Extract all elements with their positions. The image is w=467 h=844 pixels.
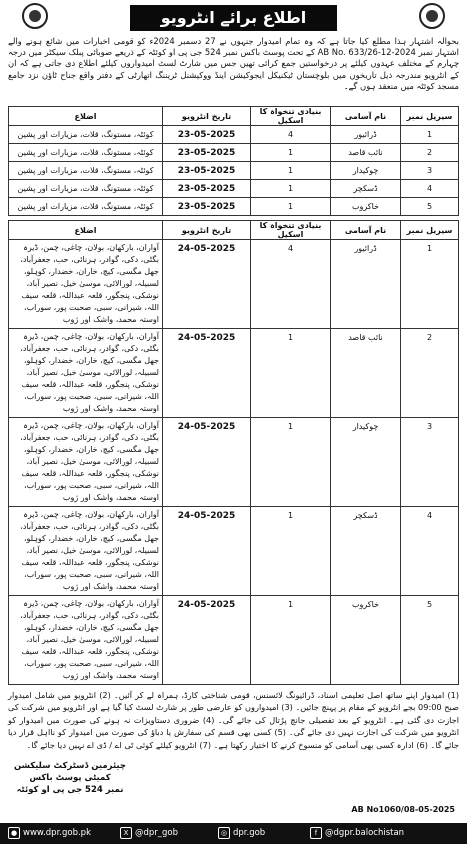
serial-cell: 5 bbox=[401, 596, 459, 685]
signature-block bbox=[10, 760, 130, 796]
bps-cell: 1 bbox=[251, 507, 331, 596]
serial-cell: 1 bbox=[401, 126, 459, 144]
table-row bbox=[9, 418, 459, 507]
serial-cell: 3 bbox=[401, 418, 459, 507]
serial-cell: 4 bbox=[401, 507, 459, 596]
table-header-row bbox=[9, 221, 459, 240]
facebook-icon: f bbox=[310, 827, 322, 839]
serial-cell: 1 bbox=[401, 240, 459, 329]
bps-cell: 1 bbox=[251, 596, 331, 685]
post-cell: چوکیدار bbox=[331, 418, 401, 507]
post-cell: چوکیدار bbox=[331, 162, 401, 180]
table-row bbox=[9, 240, 459, 329]
date-cell: 24-05-2025 bbox=[163, 507, 251, 596]
serial-cell: 5 bbox=[401, 198, 459, 216]
serial-cell: 2 bbox=[401, 144, 459, 162]
bps-cell: 1 bbox=[251, 180, 331, 198]
date-cell: 24-05-2025 bbox=[163, 418, 251, 507]
instructions-paragraph: (1) امیدوار اپنے ساتھ اصل تعلیمی اسناد، ڈرائیونگ لائسنس، قومی شناختی کارڈ، ہمراہ لے کر آئیں۔ (2) انٹرویو میں شامل امیدوار صبح 09:00 بجے انٹرویو کے مقام پر پہنچ جائیں۔ (3) امیدواروں کو عارضی طور پر شارٹ لسٹ کیا گیا ہے اور انٹرویو میں شرکت کی اجازت دی گئی ہے۔ انٹرویو کے بعد تفصیلی جانچ پڑتال کی جائے گی۔ (4) ضروری دستاویزات نہ ہونے کی صورت میں امیدوار کو انٹرویو میں شرکت کی اجازت نہیں دی جائے گی۔ (5) کسی بھی قسم کی سفارش یا دباؤ کی صورت میں امیدوار کو نااہل قرار دیا جائے گا۔ (6) ادارہ کسی بھی آسامی کو منسوخ کرنے کا اختیار رکھتا ہے۔ (7) انٹرویو کیلئے کوئی ٹی اے / ڈی اے نہیں دیا جائے گا۔ bbox=[8, 690, 460, 750]
table-row bbox=[9, 198, 459, 216]
interview-table-districts bbox=[8, 220, 459, 685]
emblem-right-icon bbox=[419, 3, 445, 29]
interview-table-quetta bbox=[8, 106, 459, 216]
footer-bar bbox=[0, 823, 467, 844]
footer-x[interactable]: X @dpr_gob bbox=[120, 823, 178, 844]
district-cell: آواران، بارکھان، بولان، چاغی، چمن، ڈیرہ بگٹی، دکی، گوادر، ہرنائی، حب، جعفرآباد، جھل مگسی، کیچ، خاران، خضدار، کوہلو، لسبیلہ، لورالائی، موسیٰ خیل، نصیر آباد، نوشکی، پنجگور، قلعہ عبداللہ، قلعہ سیف اللہ، شیرانی، سبی، صحبت پور، سوراب، اوستہ محمد، واشک اور ژوب bbox=[9, 507, 163, 596]
bps-cell: 1 bbox=[251, 198, 331, 216]
date-cell: 23-05-2025 bbox=[163, 180, 251, 198]
signature-line-2: نمبر 524 جی پی او کوئٹہ bbox=[16, 785, 124, 795]
ad-number: AB No1060/08-05-2025 bbox=[351, 805, 455, 814]
instagram-icon: ◎ bbox=[218, 827, 230, 839]
post-cell: نائب قاصد bbox=[331, 329, 401, 418]
date-cell: 24-05-2025 bbox=[163, 596, 251, 685]
header-bps: بنیادی تنخواہ کا اسکیل bbox=[251, 221, 331, 240]
bps-cell: 1 bbox=[251, 329, 331, 418]
header-date: تاریخ انٹرویو bbox=[163, 221, 251, 240]
post-cell: ڈسکچر bbox=[331, 507, 401, 596]
post-cell: خاکروب bbox=[331, 596, 401, 685]
date-cell: 24-05-2025 bbox=[163, 240, 251, 329]
globe-icon: ● bbox=[8, 827, 20, 839]
emblem-left-icon bbox=[22, 3, 48, 29]
table-header-row bbox=[9, 107, 459, 126]
table-row bbox=[9, 329, 459, 418]
bps-cell: 4 bbox=[251, 240, 331, 329]
bps-cell: 1 bbox=[251, 144, 331, 162]
footer-website[interactable]: ● www.dpr.gob.pk bbox=[8, 823, 91, 844]
bps-cell: 4 bbox=[251, 126, 331, 144]
table-row bbox=[9, 126, 459, 144]
table-row bbox=[9, 180, 459, 198]
bps-cell: 1 bbox=[251, 418, 331, 507]
district-cell: کوئٹہ، مستونگ، قلات، مزیارات اور پشین bbox=[9, 180, 163, 198]
footer-instagram[interactable]: ◎ dpr.gob bbox=[218, 823, 265, 844]
post-cell: ڈسکچر bbox=[331, 180, 401, 198]
header-districts: اضلاع bbox=[9, 221, 163, 240]
table-row bbox=[9, 162, 459, 180]
page-title: اطلاع برائے انٹرویو bbox=[130, 5, 337, 31]
header bbox=[0, 0, 467, 36]
table-row bbox=[9, 507, 459, 596]
table-row bbox=[9, 144, 459, 162]
serial-cell: 2 bbox=[401, 329, 459, 418]
date-cell: 24-05-2025 bbox=[163, 329, 251, 418]
district-cell: آواران، بارکھان، بولان، چاغی، چمن، ڈیرہ بگٹی، دکی، گوادر، ہرنائی، حب، جعفرآباد، جھل مگسی، کیچ، خاران، خضدار، کوہلو، لسبیلہ، لورالائی، موسیٰ خیل، نصیر آباد، نوشکی، پنجگور، قلعہ عبداللہ، قلعہ سیف اللہ، شیرانی، سبی، صحبت پور، سوراب، اوستہ محمد، واشک اور ژوب bbox=[9, 418, 163, 507]
date-cell: 23-05-2025 bbox=[163, 198, 251, 216]
district-cell: آواران، بارکھان، بولان، چاغی، چمن، ڈیرہ بگٹی، دکی، گوادر، ہرنائی، حب، جعفرآباد، جھل مگسی، کیچ، خاران، خضدار، کوہلو، لسبیلہ، لورالائی، موسیٰ خیل، نصیر آباد، نوشکی، پنجگور، قلعہ عبداللہ، قلعہ سیف اللہ، شیرانی، سبی، صحبت پور، سوراب، اوستہ محمد، واشک اور ژوب bbox=[9, 240, 163, 329]
date-cell: 23-05-2025 bbox=[163, 144, 251, 162]
header-districts: اضلاع bbox=[9, 107, 163, 126]
post-cell: خاکروب bbox=[331, 198, 401, 216]
header-date: تاریخ انٹرویو bbox=[163, 107, 251, 126]
district-cell: آواران، بارکھان، بولان، چاغی، چمن، ڈیرہ بگٹی، دکی، گوادر، ہرنائی، حب، جعفرآباد، جھل مگسی، کیچ، خاران، خضدار، کوہلو، لسبیلہ، لورالائی، موسیٰ خیل، نصیر آباد، نوشکی، پنجگور، قلعہ عبداللہ، قلعہ سیف اللہ، شیرانی، سبی، صحبت پور، سوراب، اوستہ محمد، واشک اور ژوب bbox=[9, 329, 163, 418]
serial-cell: 3 bbox=[401, 162, 459, 180]
header-serial: سیریل نمبر bbox=[401, 107, 459, 126]
serial-cell: 4 bbox=[401, 180, 459, 198]
district-cell: کوئٹہ، مستونگ، قلات، مزیارات اور پشین bbox=[9, 126, 163, 144]
post-cell: ڈرائیور bbox=[331, 240, 401, 329]
header-bps: بنیادی تنخواہ کا اسکیل bbox=[251, 107, 331, 126]
date-cell: 23-05-2025 bbox=[163, 126, 251, 144]
post-cell: ڈرائیور bbox=[331, 126, 401, 144]
bps-cell: 1 bbox=[251, 162, 331, 180]
signature-line-1: چیئرمین ڈسٹرکٹ سلیکشن کمیٹی پوسٹ باکس bbox=[13, 761, 127, 783]
header-post: نام آسامی bbox=[331, 107, 401, 126]
district-cell: کوئٹہ، مستونگ، قلات، مزیارات اور پشین bbox=[9, 144, 163, 162]
footer-facebook[interactable]: f @dgpr.balochistan bbox=[310, 823, 404, 844]
post-cell: نائب قاصد bbox=[331, 144, 401, 162]
table-row bbox=[9, 596, 459, 685]
district-cell: کوئٹہ، مستونگ، قلات، مزیارات اور پشین bbox=[9, 162, 163, 180]
date-cell: 23-05-2025 bbox=[163, 162, 251, 180]
district-cell: کوئٹہ، مستونگ، قلات، مزیارات اور پشین bbox=[9, 198, 163, 216]
district-cell: آواران، بارکھان، بولان، چاغی، چمن، ڈیرہ بگٹی، دکی، گوادر، ہرنائی، حب، جعفرآباد، جھل مگسی، کیچ، خاران، خضدار، کوہلو، لسبیلہ، لورالائی، موسیٰ خیل، نصیر آباد، نوشکی، پنجگور، قلعہ عبداللہ، قلعہ سیف اللہ، شیرانی، سبی، صحبت پور، سوراب، اوستہ محمد، واشک اور ژوب bbox=[9, 596, 163, 685]
intro-paragraph: بحوالہ اشتہار ہذا مطلع کیا جاتا ہے کہ وہ تمام امیدوار جنہوں نے 27 دسمبر 2024ء کو قومی اخبارات میں شائع ہونے والے اشتہار نمبر AB No. 633/26-12-2024 کے تحت پوسٹ باکس نمبر 524 جی پی او کوئٹہ کے ذریعے صوبائی پبلک سیکٹر میں درجہ چہارم کے مختلف عہدوں کیلئے پر درخواستیں جمع کرائی تھیں جس میں شارٹ لسٹ امیدواروں کیلئے اطلاع دی جاتی ہے کہ ان کے انٹرویو مندرجہ ذیل تاریخوں میں بلوچستان ٹیکنیکل ایجوکیشن اینڈ ووکیشنل ٹریننگ اتھارٹی کے دفتر واقع جناح ٹاؤن نزد جامع مسجد کوئٹہ میں منعقد ہوں گے۔ bbox=[8, 36, 459, 91]
header-post: نام آسامی bbox=[331, 221, 401, 240]
header-serial: سیریل نمبر bbox=[401, 221, 459, 240]
x-icon: X bbox=[120, 827, 132, 839]
